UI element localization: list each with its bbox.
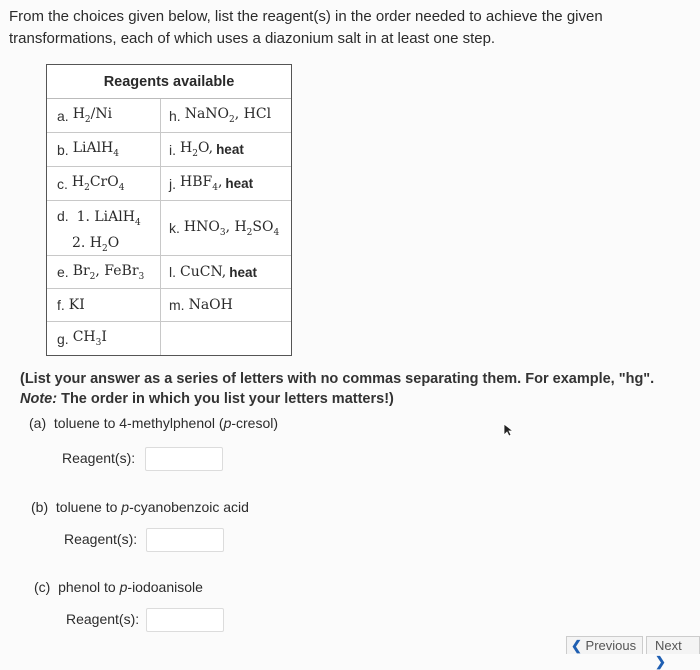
reagent-k <box>161 201 291 256</box>
reagent-c <box>47 167 161 201</box>
reagent-formula: $H_2O$, <box>180 140 214 159</box>
reagent-formula: $HNO_3$, $H_2SO_4$ <box>183 218 280 238</box>
reagent-b <box>47 133 161 167</box>
reagent-formula: $HBF_4$, <box>180 174 223 193</box>
table-header: Reagents available <box>47 65 291 99</box>
reagent-i <box>161 133 291 167</box>
reagent-letter: b. <box>57 141 69 158</box>
reagent-d <box>47 201 161 256</box>
reagent-e <box>47 256 161 289</box>
reagent-a <box>47 99 161 133</box>
reagent-letter: m. <box>169 297 185 313</box>
next-label: Next <box>655 638 682 653</box>
reagent-letter: j. <box>169 175 176 192</box>
chevron-left-icon: ❮ <box>571 638 582 653</box>
answer-instructions: (List your answer as a series of letters with no commas separating them. For example, "hg". Note: The order in which you list your letters matters!) <box>20 371 655 407</box>
reagent-formula: 1. LiAlH$_4$ <box>76 209 141 228</box>
question-a-answer-input[interactable] <box>145 447 223 471</box>
reagent-formula: NaNO$_2$, HCl <box>184 106 272 125</box>
reagent-h <box>161 99 291 133</box>
reagent-formula: $H_2/Ni$ <box>72 106 113 125</box>
reagent-condition: heat <box>225 176 254 191</box>
reagent-letter: g. <box>57 330 69 347</box>
reagent-letter: i. <box>169 141 176 158</box>
reagent-f <box>47 289 161 322</box>
reagent-letter: l. <box>169 264 176 280</box>
question-c-answer-input[interactable] <box>146 608 224 632</box>
previous-label: Previous <box>585 638 637 653</box>
reagent-formula: CuCN, <box>180 264 227 280</box>
question-c-reagent-label: Reagent(s): <box>66 611 140 627</box>
reagent-j <box>161 167 291 201</box>
question-b-label: (b) toluene to p-cyanobenzoic acid <box>31 499 249 515</box>
reagent-l <box>161 256 291 289</box>
reagent-g <box>47 322 161 355</box>
reagent-formula: KI <box>68 297 85 313</box>
reagent-m <box>161 289 291 322</box>
reagents-table <box>46 64 292 356</box>
question-a-label: (a) toluene to 4-methylphenol (p-cresol) <box>29 415 279 431</box>
reagent-letter: e. <box>57 264 69 280</box>
previous-button[interactable] <box>566 636 643 654</box>
question-b-answer-input[interactable] <box>146 528 224 552</box>
reagent-letter: d. <box>57 208 69 224</box>
chevron-right-icon: ❯ <box>655 654 666 669</box>
reagent-letter: k. <box>169 220 180 236</box>
question-c-label: (c) phenol to p-iodoanisole <box>34 579 203 595</box>
reagent-letter: a. <box>57 107 69 124</box>
question-a-reagent-label: Reagent(s): <box>62 450 136 466</box>
reagent-letter: h. <box>169 107 181 124</box>
reagent-formula: $H_2CrO_4$ <box>71 174 125 193</box>
reagent-empty <box>161 322 291 355</box>
question-intro: From the choices given below, list the reagent(s) in the order needed to achieve the given transformations, each of which uses a diazonium salt in at least one step. <box>9 8 603 47</box>
question-b-reagent-label: Reagent(s): <box>64 531 138 547</box>
reagent-formula: $Br_2$, FeBr$_3$ <box>72 262 145 282</box>
reagent-formula: LiAlH$_4$ <box>72 140 119 159</box>
reagent-condition: heat <box>229 264 258 280</box>
reagent-formula: NaOH <box>188 297 233 313</box>
reagent-condition: heat <box>216 142 244 157</box>
mouse-cursor-icon <box>503 423 515 437</box>
reagent-formula: $CH_3I$ <box>72 329 107 348</box>
next-button[interactable] <box>646 636 700 669</box>
reagent-letter: c. <box>57 175 68 192</box>
reagent-letter: f. <box>57 297 65 313</box>
reagent-formula: 2. $H_2O$ <box>72 234 120 254</box>
